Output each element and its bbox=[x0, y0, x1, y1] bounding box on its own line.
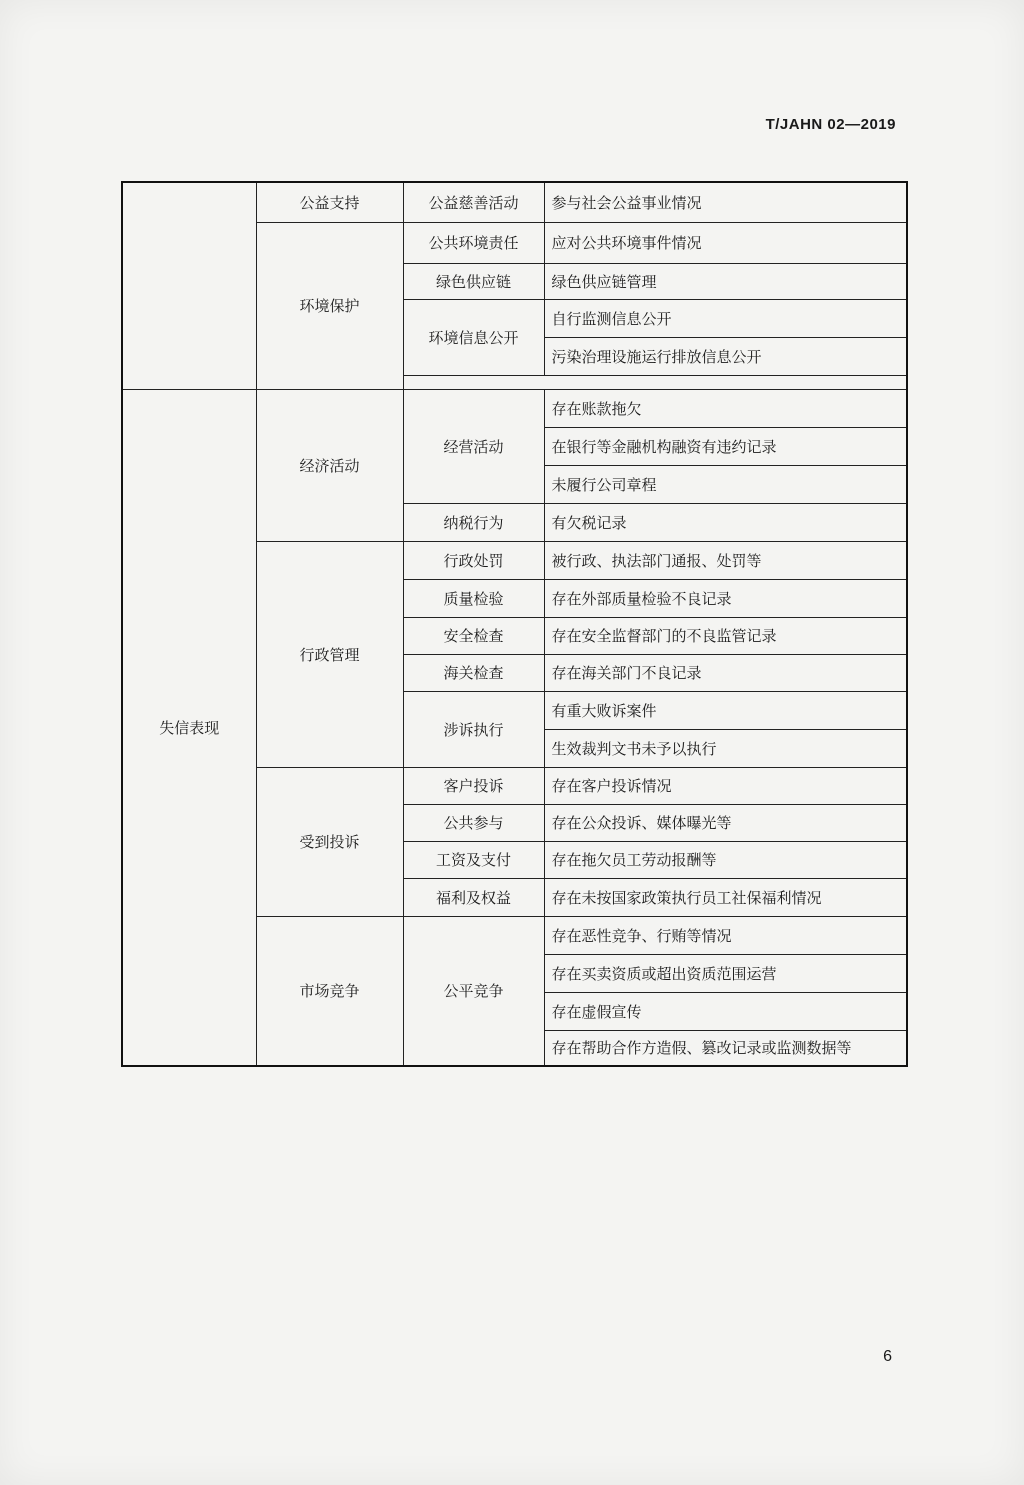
group-cell: 行政管理 bbox=[256, 541, 403, 767]
detail-cell: 存在安全监督部门的不良监管记录 bbox=[544, 617, 907, 654]
detail-cell: 存在客户投诉情况 bbox=[544, 767, 907, 804]
detail-cell: 存在恶性竞争、行贿等情况 bbox=[544, 916, 907, 954]
item-cell: 海关检查 bbox=[403, 654, 544, 691]
detail-cell: 存在账款拖欠 bbox=[544, 389, 907, 427]
item-cell: 绿色供应链 bbox=[403, 263, 544, 299]
item-cell: 客户投诉 bbox=[403, 767, 544, 804]
detail-cell: 污染治理设施运行排放信息公开 bbox=[544, 337, 907, 375]
group-cell: 公益支持 bbox=[256, 182, 403, 222]
group-cell: 环境保护 bbox=[256, 222, 403, 389]
group-cell: 市场竞争 bbox=[256, 916, 403, 1066]
detail-cell: 有重大败诉案件 bbox=[544, 691, 907, 729]
detail-cell: 存在拖欠员工劳动报酬等 bbox=[544, 841, 907, 878]
item-cell: 安全检查 bbox=[403, 617, 544, 654]
table-row bbox=[122, 389, 907, 427]
detail-cell: 存在未按国家政策执行员工社保福利情况 bbox=[544, 878, 907, 916]
item-cell: 涉诉执行 bbox=[403, 691, 544, 767]
item-cell: 公共环境责任 bbox=[403, 222, 544, 263]
item-cell: 福利及权益 bbox=[403, 878, 544, 916]
item-cell: 纳税行为 bbox=[403, 503, 544, 541]
item-cell: 经营活动 bbox=[403, 389, 544, 503]
detail-cell: 未履行公司章程 bbox=[544, 465, 907, 503]
detail-cell: 存在公众投诉、媒体曝光等 bbox=[544, 804, 907, 841]
page-number: 6 bbox=[883, 1348, 892, 1365]
detail-cell: 存在帮助合作方造假、篡改记录或监测数据等 bbox=[544, 1030, 907, 1066]
category-cell: 失信表现 bbox=[122, 389, 256, 1066]
item-cell: 环境信息公开 bbox=[403, 299, 544, 375]
detail-cell: 被行政、执法部门通报、处罚等 bbox=[544, 541, 907, 579]
item-cell: 公益慈善活动 bbox=[403, 182, 544, 222]
detail-cell: 存在外部质量检验不良记录 bbox=[544, 579, 907, 617]
item-cell: 公共参与 bbox=[403, 804, 544, 841]
credit-criteria-table bbox=[121, 181, 908, 1067]
detail-cell: 应对公共环境事件情况 bbox=[544, 222, 907, 263]
detail-cell: 有欠税记录 bbox=[544, 503, 907, 541]
item-cell: 公平竞争 bbox=[403, 916, 544, 1066]
item-cell: 质量检验 bbox=[403, 579, 544, 617]
category-cell-top bbox=[122, 182, 256, 389]
item-cell: 行政处罚 bbox=[403, 541, 544, 579]
detail-cell: 生效裁判文书未予以执行 bbox=[544, 729, 907, 767]
detail-cell: 参与社会公益事业情况 bbox=[544, 182, 907, 222]
detail-cell: 存在虚假宣传 bbox=[544, 992, 907, 1030]
item-cell: 工资及支付 bbox=[403, 841, 544, 878]
group-cell: 经济活动 bbox=[256, 389, 403, 541]
table-row bbox=[122, 182, 907, 222]
detail-cell: 存在买卖资质或超出资质范围运营 bbox=[544, 954, 907, 992]
group-cell: 受到投诉 bbox=[256, 767, 403, 916]
detail-cell: 绿色供应链管理 bbox=[544, 263, 907, 299]
detail-cell: 自行监测信息公开 bbox=[544, 299, 907, 337]
detail-cell: 在银行等金融机构融资有违约记录 bbox=[544, 427, 907, 465]
standard-code: T/JAHN 02—2019 bbox=[765, 116, 896, 133]
detail-cell: 存在海关部门不良记录 bbox=[544, 654, 907, 691]
